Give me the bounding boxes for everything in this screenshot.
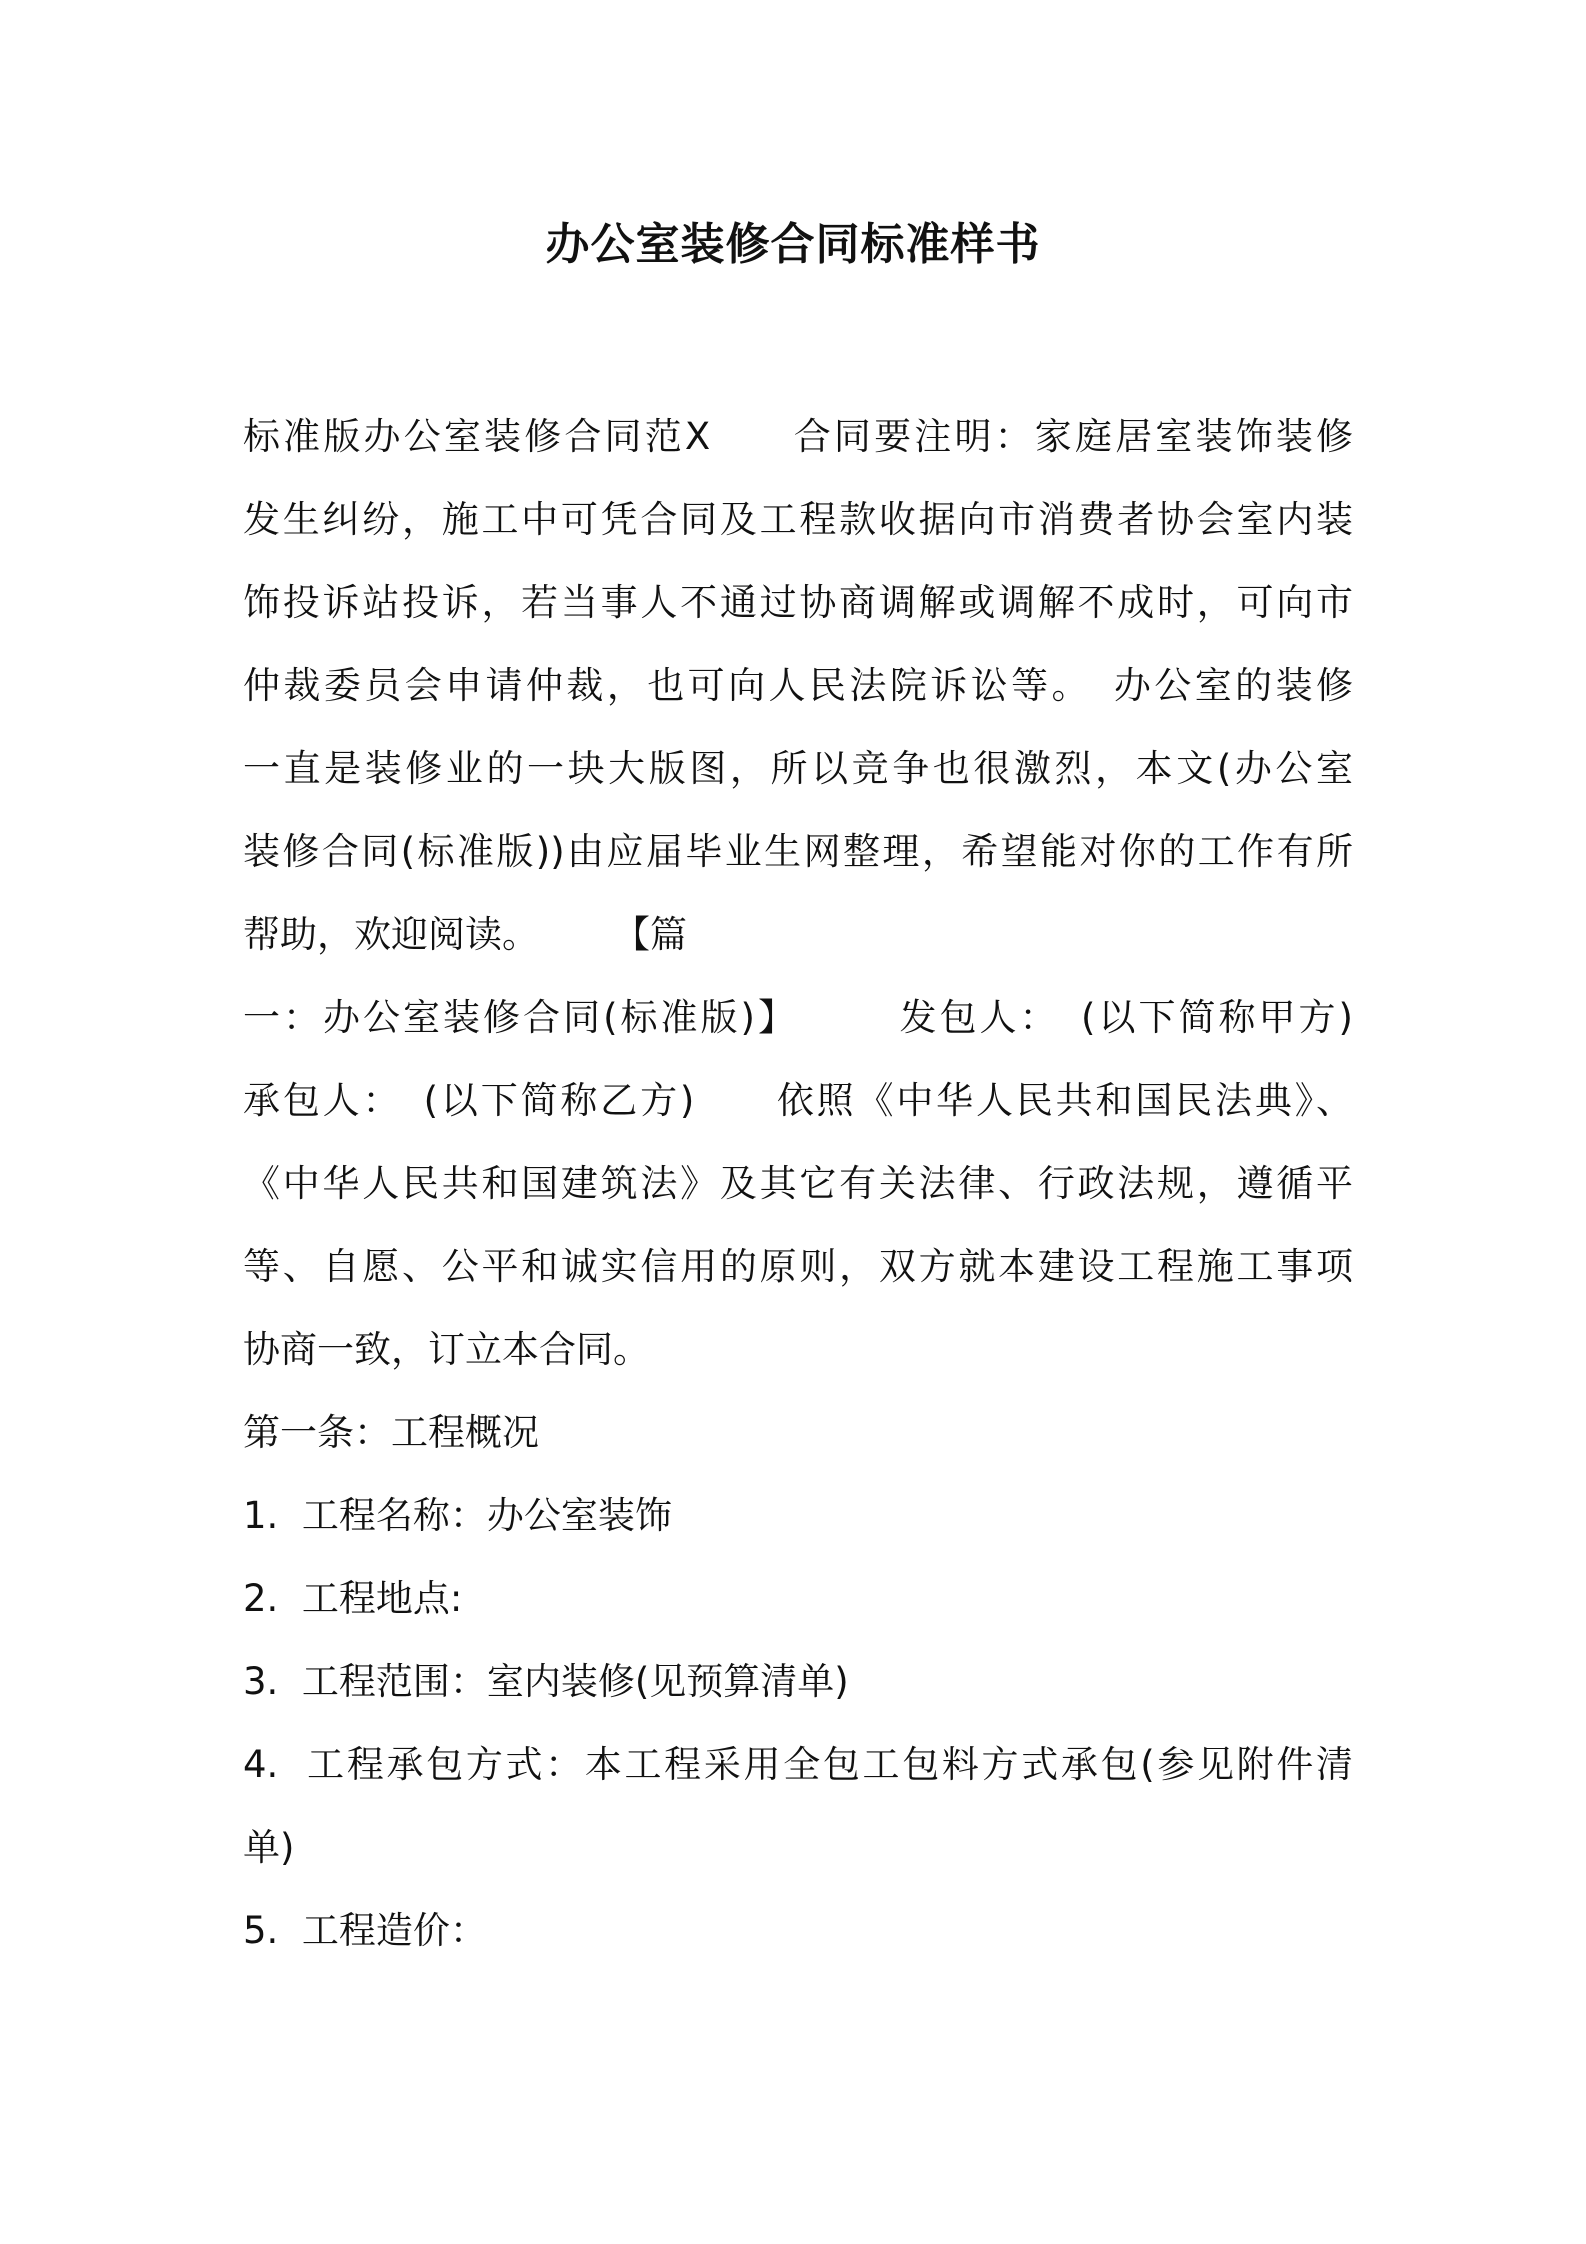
- list-item-3: 3. 工程范围：室内装修(见预算清单): [243, 1660, 849, 1703]
- list-item-1: 1. 工程名称：办公室装饰: [243, 1494, 672, 1537]
- list-item-4: 4. 工程承包方式：本工程采用全包工包料方式承包(参见附件清: [243, 1743, 1353, 1786]
- list-item-5: 5. 工程造价：: [243, 1909, 487, 1952]
- body-line-9: 承包人： (以下简称乙方) 依照《中华人民共和国民法典》、: [243, 1079, 1353, 1122]
- body-line-2: 发生纠纷，施工中可凭合同及工程款收据向市消费者协会室内装: [243, 498, 1353, 541]
- body-line-10: 《中华人民共和国建筑法》及其它有关法律、行政法规，遵循平: [243, 1162, 1353, 1205]
- body-line-1: 标准版办公室装修合同范X 合同要注明：家庭居室装饰装修: [243, 415, 1353, 458]
- body-line-3: 饰投诉站投诉，若当事人不通过协商调解或调解不成时，可向市: [243, 581, 1353, 624]
- list-item-4-continued: 单): [243, 1826, 295, 1869]
- body-line-4: 仲裁委员会申请仲裁，也可向人民法院诉讼等。 办公室的装修: [243, 664, 1353, 707]
- body-line-12: 协商一致，订立本合同。: [243, 1328, 650, 1371]
- body-line-11: 等、自愿、公平和诚实信用的原则，双方就本建设工程施工事项: [243, 1245, 1353, 1288]
- list-item-2: 2. 工程地点:: [243, 1577, 463, 1620]
- body-line-7: 帮助，欢迎阅读。 【篇: [243, 913, 687, 956]
- document-title: 办公室装修合同标准样书: [545, 219, 1041, 270]
- body-line-6: 装修合同(标准版))由应届毕业生网整理，希望能对你的工作有所: [243, 830, 1353, 873]
- body-line-5: 一直是装修业的一块大版图，所以竞争也很激烈，本文(办公室: [243, 747, 1353, 790]
- section-heading: 第一条：工程概况: [243, 1411, 539, 1454]
- body-line-8: 一：办公室装修合同(标准版)】 发包人： (以下简称甲方): [243, 996, 1353, 1039]
